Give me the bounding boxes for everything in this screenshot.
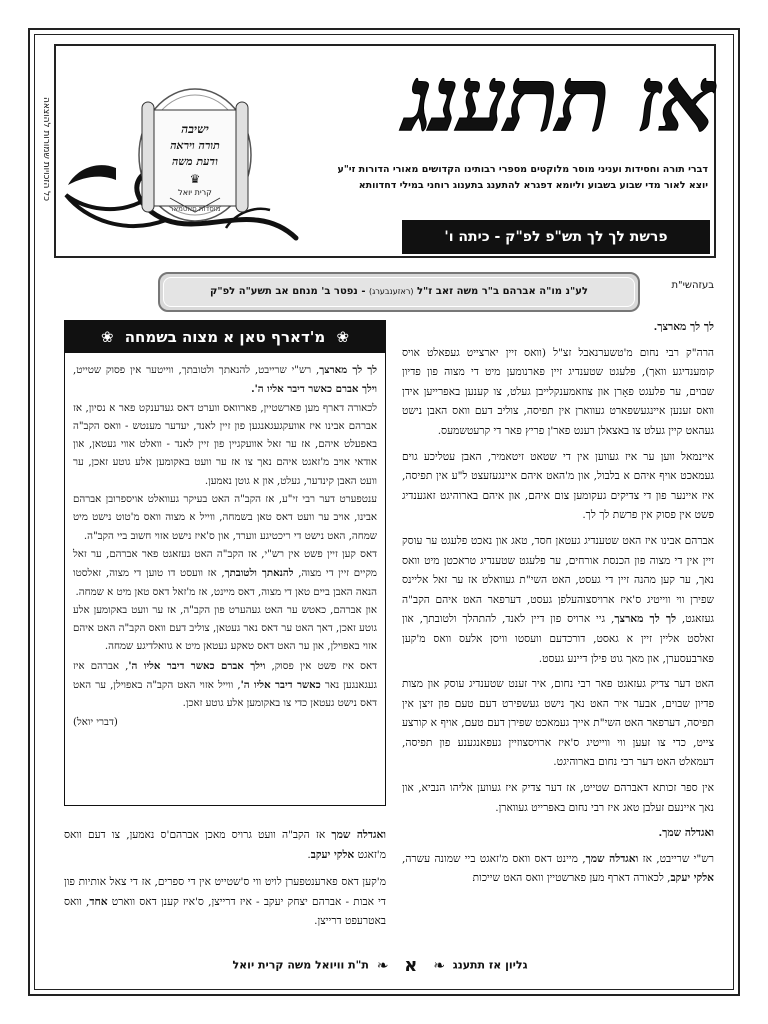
article-heading-2: ואגדלה שמך.: [658, 827, 714, 840]
p3-text-a: אברהם אבינו איז האט שטענדיג געטאן חסד, טאג און נאכט פלעגט ער עוסק זיין אין די מצוה פון הכנסת אורחים, ער פלעגט שטענדיג טראכטן מיט וואס נאך, ער קען מהנה זיין די געסט, האט השי"ת געוואלט אז ער זאל אליינס שפירן ווי ווייטיג ס'איז ארויסצוהעלפן געסט, דערפאר האט איהם הקב"ה געזאגט,: [402, 534, 714, 626]
side-text-label: כל הזכויות שמורות להוצאה: [41, 96, 51, 202]
memorial-text: [163, 277, 635, 307]
memorial-banner: [158, 272, 640, 312]
box-paragraph-3: ענטפערט דער רבי זי"ע, אז הקב"ה האט בעיקר געוואלט אויספרובן אברהם אבינו, אויב ער וועט דאס טאן בשמחה, ווייל א מצוה וואס מ'טוט נישט מיט שמחה, האט נישט די ריכטיגע ווערד, און ס'איז נישט אזוי חשוב ביי הקב"ה.: [73, 494, 377, 542]
box-p1-bold2: וילך אברם כאשר דיבר אליו ה'.: [251, 383, 377, 396]
right-column-article: [402, 318, 714, 895]
logo-ring-text: מוסדות סאטמאר: [169, 205, 221, 213]
logo-line1: ישיבה: [181, 122, 209, 136]
article-paragraph-5: אין ספר זכותא דאברהם שטייט, אז דער צדיק איז געווען אליהו הנביא, און נאך איינעם זעלבן טאג איז רבי נחום באפרייט געווארן.: [402, 782, 714, 814]
left-p2-bold: אחד: [89, 895, 108, 908]
left-p1-bold2: אלקי יעקב: [310, 848, 355, 861]
p6-text-a: רש"י שרייבט, אז: [642, 852, 714, 865]
masthead-subtitle-2: יוצא לאור מדי שבוע בשבוע וליומא דפגרא להתענג בתענוג רוחני במילי דחדוותא: [358, 180, 708, 191]
page-number: א: [404, 955, 418, 976]
newsletter-title: אז תתענג: [403, 47, 714, 151]
box-source: (דברי יואל): [73, 716, 118, 728]
logo-line3: ודעת משה: [172, 155, 218, 168]
masthead-subtitle-1: דברי תורה וחסידות ועניני מוסר מלוקטים מספרי רבותינו הקדושים מאורי הדורות זי"ע: [337, 164, 708, 175]
memorial-paren: (ראזענבערג): [368, 287, 414, 296]
p3-text-b: , גיי ארויס פון דיין לאנד, להתהלך ולטובתך, און זאלסט אליין זיין א גאסט, דורכדעם וועסטו וויסן אלעס וואס מ'קען פארבעסערן, און מאך גוט פילן דיינע געסט.: [402, 613, 714, 665]
box-p6-bold: וילך אברם כאשר דיבר אליו ה': [128, 659, 266, 672]
box-paragraph-1: [73, 361, 377, 400]
p6-bold-b: אלקי יעקב: [670, 872, 714, 885]
box-p1-bold: לך לך מארצך: [319, 364, 377, 376]
logo-emblem-text: קרית יואל: [178, 188, 212, 197]
footer-right-text: ת"ת וויואל משה קרית יואל: [232, 958, 369, 972]
article-paragraph-6: [402, 850, 714, 889]
logo-crown-icon: ♛: [189, 172, 201, 186]
left-p1-bold: ואגדלה שמך: [331, 829, 386, 841]
p6-bold-a: ואגדלה שמך: [585, 852, 639, 865]
mitzvah-simcha-box: [64, 320, 386, 806]
memorial-main: לע"נ מו"ה אברהם ב"ר משה זאב ז"ל: [416, 286, 588, 297]
box-paragraph-5: און אברהם, כאטש ער האט געהערט פון הקב"ה, אז ער וועט באקומען אלע גוטע זאכן, דאך האט ער דאס נאר געטאן, צוליב דעם וואס הקב"ה האט איהם אזוי באפוילן, און ער האט דאס טאקע געטאן מיט א גוואלדיגע שמחה.: [73, 604, 377, 653]
logo-line2: תורה ויראה: [170, 139, 220, 152]
page-footer: [160, 955, 600, 976]
box-p6-text-c: , ווייל אזוי האט הקב"ה באפוילן, ער האט דאס נישט געטאן כדי צו באקומען אלע גוטע זאכן.: [73, 680, 377, 710]
box-header: [65, 321, 385, 353]
footer-left-text: גליון אז תתענג: [452, 958, 528, 972]
box-p6-text-a: דאס איז פשט אין פסוק,: [271, 660, 377, 672]
p6-text-b: , מיינט דאס וואס מ'זאגט ביי שמונה עשרה,: [402, 852, 586, 865]
p3-bold: לך לך מארצך: [614, 613, 677, 626]
box-p6-bold2: כאשר דיבר אליו ה': [240, 679, 321, 692]
left-paragraph-2: [64, 873, 386, 932]
box-paragraph-6: [73, 657, 377, 714]
bsd-label: בעזהשי"ת: [671, 280, 714, 291]
left-p1-text: אז הקב"ה וועט גרויס מאכן אברהם'ס נאמען, צו דעם וואס מ'זאגט: [64, 829, 386, 861]
box-p4-text-b: , אז וועסט דו טוען די מצוה, זאלסטו הנאה האבן ביים טאן די מצוה, דאס מיינט, אז מ'זאל דאס טאן מיט א שמחה.: [73, 568, 377, 598]
copyright-side-text: [36, 48, 54, 258]
article-paragraph-2: איינמאל ווען ער איז געווען אין די שטאט זיטאמיר, האבן עטליכע גוים געמאכט אויף איהם א בלבול, און מ'האט איהם איינגעזעצט ל"ע אין תפיסה, איז איינער פון די צדיקים געקומען צום איהם, און איהם בארוהיגט זאגענדיג פשט אין פסוק אין פרשת לך לך.: [402, 450, 714, 522]
box-title: מ'דארף טאן א מצוה בשמחה: [124, 328, 326, 346]
article-paragraph-3: [402, 532, 714, 669]
footer-ornament-icon-2: ❧: [376, 957, 389, 974]
left-paragraph-1: [64, 826, 386, 865]
footer-ornament-icon: ❧: [433, 957, 445, 974]
box-p4-text-a: דאס קען זיין פשט אין רש"י, אז הקב"ה האט געזאגט פאר אברהם, ער זאל מקיים זיין די מצוה,: [73, 548, 377, 580]
box-body: [73, 361, 377, 732]
article-paragraph-4: האט דער צדיק געזאגט פאר רבי נחום, איר זענט שטענדיג עוסק און מצות פדיון שבוים, אבער איר האט נאך נישט געשפירט דעם טעם פון זיצן אין תפיסה, דערפאר האט השי"ת אייך געמאכט שפירן דעם טעם, אויף א קורצע צייט, כדי צו זעען ווי ווייטיג ס'איז ארויסצוזיין געפאנגענע פון תפיסה, דעמאלט האט דער רבי נחום בארוהיגט.: [402, 678, 714, 769]
box-p4-bold: להנאתך ולטובתך: [224, 567, 294, 580]
box-p6-text-b: , אברהם איז געגאנגען נאר: [73, 660, 377, 692]
parsha-banner: פרשת לך לך תש"פ לפ"ק - כיתה ו': [402, 220, 710, 254]
box-p1-text: , רש"י שרייבט, להנאתך ולטובתך, ווייטער אין פסוק שטייט,: [73, 365, 320, 376]
article-heading: לך לך מארצך.: [653, 321, 714, 333]
box-ornament-right-icon: ❀: [336, 328, 350, 346]
left-p1-end: .: [307, 848, 311, 861]
box-ornament-left-icon: ❀: [100, 328, 114, 346]
box-paragraph-2: לכאורה דארף מען פארשטיין, פארוואס ווערט דאס געדענקט פאר א נסיון, אז אברהם אבינו איז אוועקגעגאנגען פון זיין לאנד, יעדער מענטש - וואס הקב"ה באפעלט איהם, אז ער זאל אוועקגיין פון זיין לאנד - וואלט אווי געטאן, און אודאי אויב מ'זאגט איהם נאך צו אז ער וועט באקומען אלע גוטע זאכן, ער וועט האבן קינדער, געלט, און א גוטן נאמען.: [73, 402, 377, 487]
left-column-article: [64, 826, 386, 940]
left-p2-end: , וואס באטרעפט דרייצן.: [64, 895, 386, 928]
p6-text-c: , לכאורה דארף מען פארשטיין וואס האט שייכות: [472, 872, 671, 885]
left-p2-text: מ'קען דאס פארענטפערן לויט ווי ס'שטייט אין די ספרים, אז די צאל אותיות פון די אבות - אברהם יצחק יעקב - איז דרייצן, ס'איז קענן דאס ווארט: [64, 876, 386, 908]
box-paragraph-4: [73, 546, 377, 602]
article-paragraph-1: הרה"ק רבי נחום מ'טשערנאבל זצ"ל (וואס זיין יארצייט געפאלט אויס קומענדיגע וואך), פלעגט שטענדיג זיין פארנומען מיט די מצוה פון פדיון שבוים, ער פלעגט פאָרן און צוזאמענקלייבן געלט, צו קענען באפרייען אידן וואס זענען איינגעשפארט געווארן אין תפיסה, צוליב דעם וואס האבן נישט געהאט קיין געלט צו באצאלן רענט פאר'ן פריץ פאר די קרעטשמעס.: [402, 346, 714, 437]
memorial-rest: - נפטר ב' מנחם אב תשע"ה לפ"ק: [210, 286, 366, 297]
